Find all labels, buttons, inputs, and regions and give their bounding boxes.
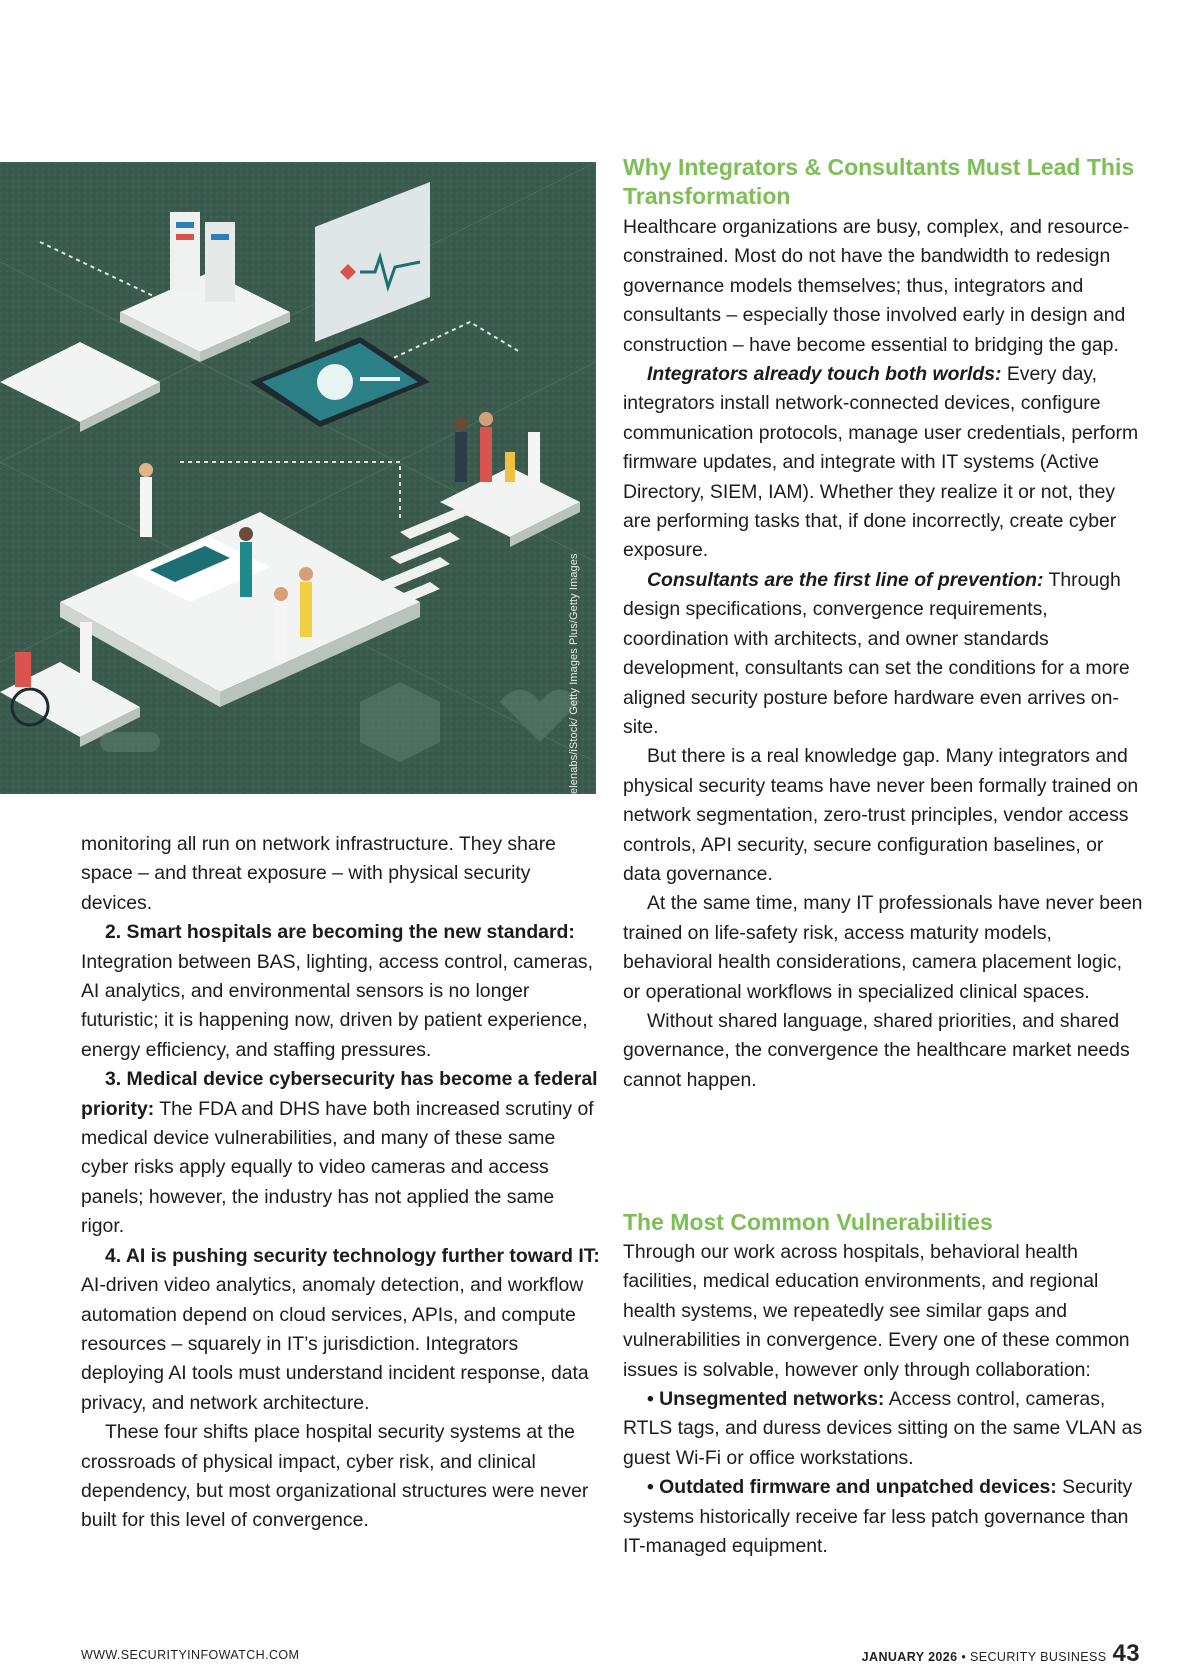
issue-info (862, 1650, 1107, 1664)
page-number: 43 (1112, 1640, 1140, 1667)
footer-issue (862, 1640, 1140, 1668)
isometric-hospital-scene (0, 162, 596, 794)
paragraph (623, 360, 1143, 566)
lead-in: 4. AI is pushing security technology further toward IT: (105, 1244, 600, 1267)
paragraph (81, 1242, 601, 1418)
paragraph: These four shifts place hospital security systems at the crossroads of physical impact, cyber risk, and clinical dependency, but most organizational structures were never built for this level of convergence. (81, 1421, 589, 1532)
publication-name: SECURITY BUSINESS (970, 1650, 1107, 1664)
lead-in: Consultants are the first line of prevention: (647, 568, 1044, 591)
paragraph: monitoring all run on network infrastructure. They share space – and threat exposure – with physical security devices. (81, 833, 556, 914)
issue-date: JANUARY 2026 (861, 1650, 958, 1664)
lead-in: Integrators already touch both worlds: (647, 363, 1002, 386)
body-text: Through design specifications, convergence requirements, coordination with architects, and owner standards development, consultants can set the conditions for a more aligned security posture before hardware even arrives on-site. (623, 568, 1130, 738)
body-text: Access control, cameras, RTLS tags, and duress devices sitting on the same VLAN as guest Wi-Fi or office workstations. (623, 1388, 1143, 1469)
paragraph: But there is a real knowledge gap. Many integrators and physical security teams have never been formally trained on network segmentation, zero-trust principles, vendor access controls, API security, secure configuration baselines, or data governance. (623, 745, 1139, 885)
footer-website: WWW.SECURITYINFOWATCH.COM (81, 1648, 300, 1662)
lead-in: 3. Medical device cybersecurity has become a federal priority: (81, 1068, 598, 1120)
separator: • (957, 1650, 971, 1664)
bullet-item (623, 1473, 1143, 1561)
lead-in: • Outdated firmware and unpatched devices: (647, 1476, 1057, 1499)
body-text: The FDA and DHS have both increased scrutiny of medical device vulnerabilities, and many of these same cyber risks apply equally to video cameras and access panels; however, the industry has not applied the same rigor. (81, 1097, 594, 1238)
bullet-item (623, 1385, 1143, 1473)
paragraph (623, 566, 1143, 742)
body-text: Every day, integrators install network-connected devices, configure communication protocols, manage user credentials, perform firmware updates, and integrate with IT systems (Active Directory, SIEM, IAM). Whether they realize it or not, they are performing tasks that, if done incorrectly, create cyber exposure. (623, 363, 1139, 562)
photo-credit: elenabs/iStock/ Getty Images Plus/Getty Images (568, 553, 580, 794)
left-column (81, 830, 601, 1536)
hospital-illustration (0, 162, 596, 794)
section-heading: The Most Common Vulnerabilities (623, 1209, 993, 1235)
right-column-continued (623, 1238, 1143, 1561)
body-text: Integration between BAS, lighting, access control, cameras, AI analytics, and environmental sensors is no longer futuristic; it is happening now, driven by patient experience, energy efficiency, and staffing pressures. (81, 950, 593, 1061)
paragraph: Healthcare organizations are busy, complex, and resource-constrained. Most do not have the bandwidth to redesign governance models themselves; thus, integrators and consultants – especially those involved early in design and construction – have become essential to bridging the gap. (623, 216, 1130, 356)
body-text: AI-driven video analytics, anomaly detection, and workflow automation depend on cloud services, APIs, and compute resources – squarely in IT’s jurisdiction. Integrators deploying AI tools must understand incident response, data privacy, and network architecture. (81, 1274, 589, 1414)
lead-in: 2. Smart hospitals are becoming the new standard: (105, 921, 575, 944)
right-column (623, 213, 1143, 1095)
section-heading: Why Integrators & Consultants Must Lead This Transformation (623, 154, 1135, 209)
paragraph (81, 918, 601, 1065)
paragraph: Without shared language, shared priorities, and shared governance, the convergence the healthcare market needs cannot happen. (623, 1009, 1130, 1091)
paragraph: At the same time, many IT professionals have never been trained on life-safety risk, access maturity models, behavioral health considerations, camera placement logic, or operational workflows in specialized clinical spaces. (623, 892, 1143, 1003)
body-text: Security systems historically receive far less patch governance than IT-managed equipment. (623, 1476, 1133, 1558)
paragraph: Through our work across hospitals, behavioral health facilities, medical education environments, and regional health systems, we repeatedly see similar gaps and vulnerabilities in convergence. Every one of these common issues is solvable, however only through collaboration: (623, 1241, 1130, 1381)
lead-in: • Unsegmented networks: (647, 1388, 885, 1411)
paragraph (81, 1065, 601, 1241)
